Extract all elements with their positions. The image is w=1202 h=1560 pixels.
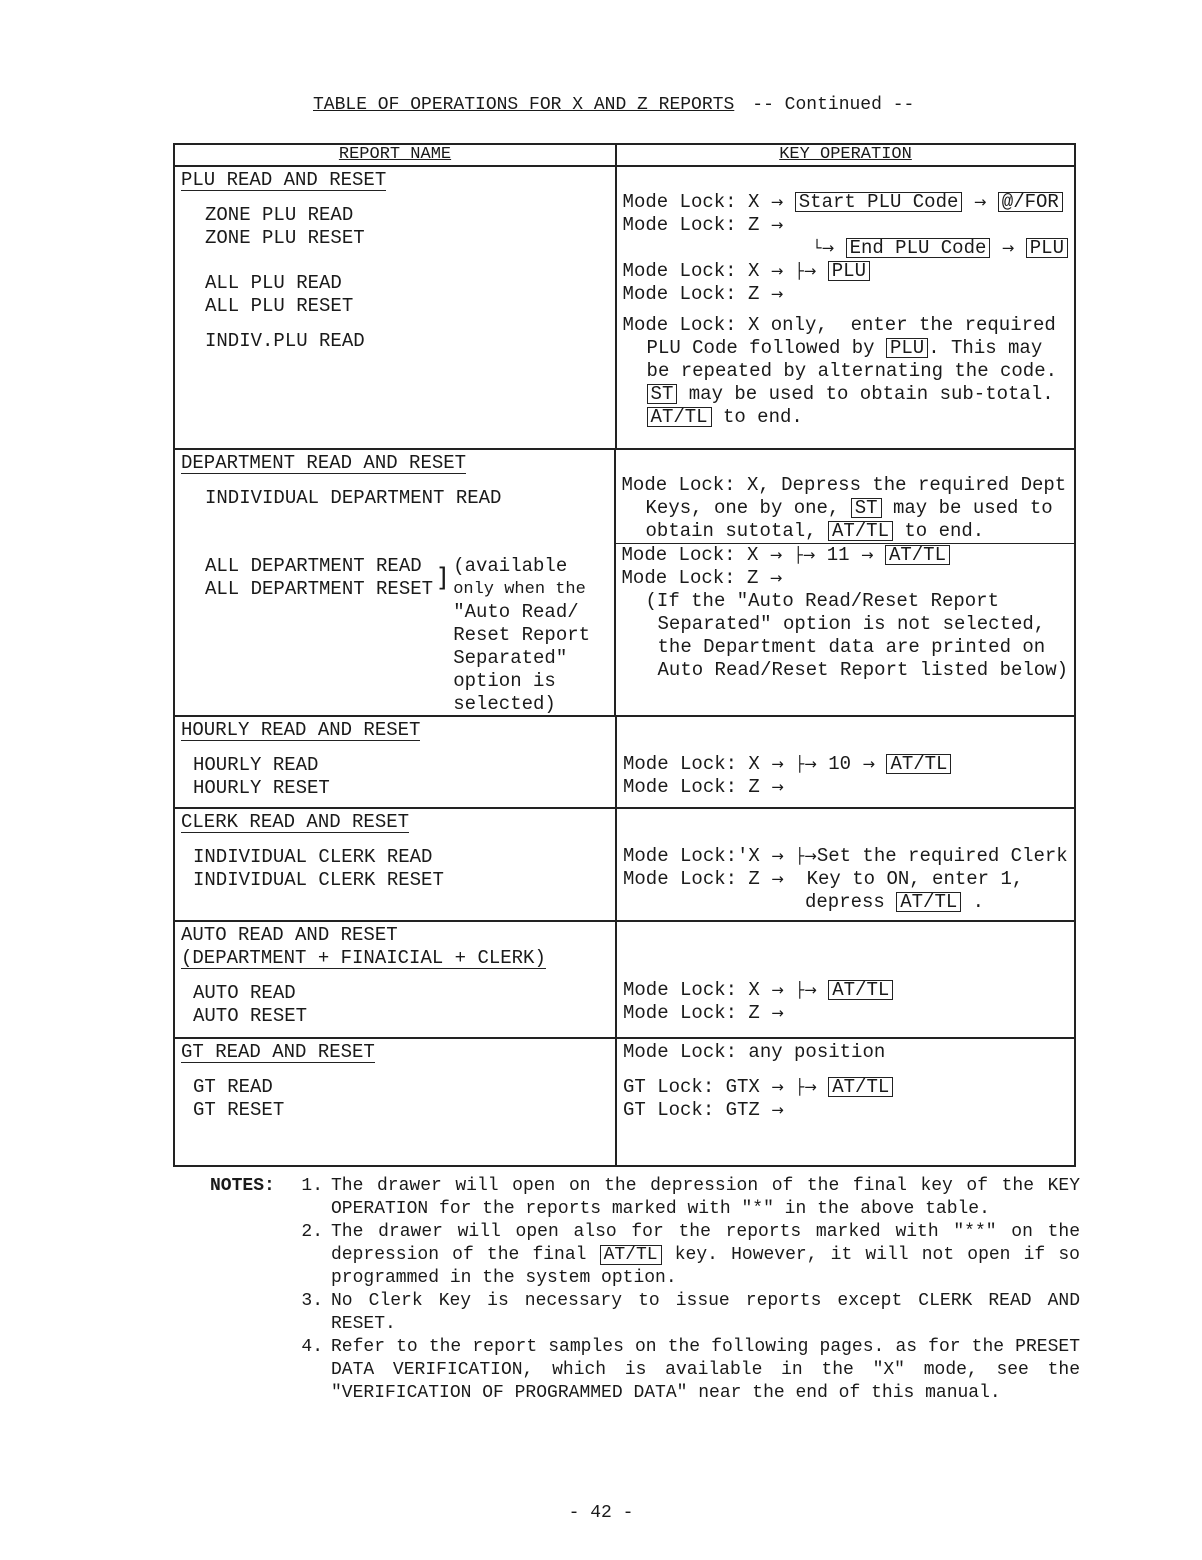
plu-key: PLU (886, 338, 928, 358)
page-number: - 42 - (568, 1503, 634, 1523)
attl-key: AT/TL (886, 754, 951, 774)
st-key: ST (851, 498, 882, 518)
arrow-icon: → (770, 216, 784, 234)
table-row-hourly (175, 715, 1074, 807)
arrow-icon: → (771, 755, 784, 773)
auto-reset: AUTO RESET (193, 1005, 308, 1027)
arrow-icon: → (862, 755, 876, 773)
merge-arrow-icon: ├→ (793, 546, 816, 564)
attl-key: AT/TL (600, 1245, 662, 1265)
auto-operation-cell: Mode Lock: X → ├→ AT/TL Mode Lock: Z → (617, 922, 1074, 1037)
dept-operation-cell: Mode Lock: X, Depress the required Dept Keys, one by one, ST may be used to obtain sutotal, AT/TL to end. Mode Lock: X → ├→ 11 → AT/TL Mode Lock: Z → (If the "Auto Read/Reset Report Separated" option is not selected, the Department data are printed on Auto Read/Reset Report listed below) (616, 450, 1074, 715)
auto-subtitle: (DEPARTMENT + FINAICIAL + CLERK) (181, 947, 546, 969)
arrow-icon: → (769, 546, 783, 564)
indiv-clerk-reset: INDIVIDUAL CLERK RESET (193, 869, 444, 891)
merge-arrow-icon: ├→ (795, 1078, 817, 1096)
plu-operation-cell: Mode Lock: X → Start PLU Code → @/FOR Mode Lock: Z → └→ End PLU Code → PLU Mode Lock: X → ├→ PLU Mode Lock: Z → Mode Lock: X only, enter the required PLU Code followed by PLU . This may be repeated by alternating the code. ST may be used to obtain sub-total. AT/TL to end. (617, 167, 1074, 448)
note-1: NOTES: 1. The drawer will open on the depression of the final key of the KEY OPERATION for the reports marked with "*" in the above table. (210, 1176, 1080, 1219)
header-key-operation: KEY OPERATION (779, 145, 912, 164)
arrow-icon: → (860, 546, 874, 564)
auto-read: AUTO READ (193, 982, 296, 1004)
attl-key: AT/TL (885, 545, 950, 565)
clerk-report-cell (175, 809, 617, 920)
arrow-icon: → (973, 193, 987, 211)
merge-arrow-icon: ├→ (794, 262, 817, 280)
all-plu-read: ALL PLU READ (205, 272, 342, 294)
plu-key: PLU (1026, 238, 1068, 258)
attl-key: AT/TL (896, 892, 961, 912)
arrow-icon: → (771, 1101, 784, 1119)
arrow-icon: → (771, 778, 784, 796)
dept-report-cell (175, 450, 616, 715)
merge-arrow-icon: ├→ (795, 755, 817, 773)
availability-note: (available only when the "Auto Read/ Reset Report Separated" option is selected) (453, 555, 591, 715)
note-2: 2. The drawer will open also for the reports marked with "**" on the depression of the final AT/TL key. However, it will not open if so programmed in the system option. (301, 1222, 1080, 1288)
table-row-auto (175, 920, 1074, 1037)
section-title-hourly: HOURLY READ AND RESET (181, 719, 421, 741)
bracket-icon: ] (437, 563, 448, 593)
attl-key: AT/TL (828, 980, 893, 1000)
title-main: TABLE OF OPERATIONS FOR X AND Z REPORTS (313, 95, 735, 115)
merge-arrow-icon: ├→ (795, 847, 817, 865)
zone-plu-reset: ZONE PLU RESET (205, 227, 365, 249)
operations-table (173, 143, 1076, 1167)
end-plu-code-box: End PLU Code (846, 238, 991, 258)
section-title-plu: PLU READ AND RESET (181, 169, 387, 191)
plu-report-cell (175, 167, 617, 448)
indiv-plu-read: INDIV.PLU READ (205, 330, 365, 352)
table-row-department (175, 448, 1074, 715)
all-plu-reset: ALL PLU RESET (205, 295, 354, 317)
table-row-plu (175, 165, 1074, 448)
table-header-row (175, 145, 1074, 165)
for-key: @/FOR (998, 192, 1063, 212)
auto-report-cell (175, 922, 617, 1037)
arrow-icon: → (769, 569, 783, 587)
attl-key: AT/TL (647, 407, 712, 427)
arrow-icon: → (771, 847, 784, 865)
note-3: 3. No Clerk Key is necessary to issue reports except CLERK READ AND RESET. (301, 1291, 1080, 1334)
plu-key: PLU (828, 261, 870, 281)
all-dept-read: ALL DEPARTMENT READ (205, 555, 422, 577)
gt-mode-any: Mode Lock: any position (623, 1041, 886, 1063)
zone-plu-read: ZONE PLU READ (205, 204, 354, 226)
indiv-plu-op-line-1: Mode Lock: X only, enter the required (622, 314, 1056, 336)
attl-key: AT/TL (828, 1077, 893, 1097)
arrow-icon: → (770, 262, 784, 280)
gt-reset: GT RESET (193, 1099, 285, 1121)
hourly-report-cell (175, 717, 617, 807)
indiv-dept-read: INDIVIDUAL DEPARTMENT READ (205, 487, 502, 509)
arrow-icon: → (771, 1078, 784, 1096)
notes-section (210, 1175, 1080, 1405)
gt-operation-cell: Mode Lock: any position GT Lock: GTX → ├→ AT/TL GT Lock: GTZ → (617, 1039, 1074, 1165)
attl-key: AT/TL (828, 521, 893, 541)
header-report-name: REPORT NAME (175, 145, 617, 165)
all-dept-reset: ALL DEPARTMENT RESET (205, 578, 434, 600)
arrow-icon: → (771, 870, 784, 888)
note-4: 4. Refer to the report samples on the following pages. as for the PRESET DATA VERIFICATION, which is available in the "X" mode, see the "VERIFICATION OF PROGRAMMED DATA" near the end of this manual. (301, 1337, 1080, 1403)
indiv-clerk-read: INDIVIDUAL CLERK READ (193, 846, 433, 868)
page-title (313, 95, 914, 115)
arrow-icon: → (771, 981, 784, 999)
st-key: ST (647, 384, 678, 404)
hourly-read: HOURLY READ (193, 754, 319, 776)
start-plu-code-box: Start PLU Code (795, 192, 963, 212)
notes-label: NOTES: (210, 1176, 275, 1196)
hourly-operation-cell: Mode Lock: X → ├→ 10 → AT/TL Mode Lock: Z → (617, 717, 1074, 807)
section-title-auto: AUTO READ AND RESET (181, 924, 398, 946)
table-row-clerk (175, 807, 1074, 920)
merge-arrow-icon: ├→ (795, 981, 817, 999)
clerk-operation-cell: Mode Lock:'X → ├→Set the required Clerk Mode Lock: Z → Key to ON, enter 1, depress AT/TL . (623, 845, 1068, 913)
branch-arrow-icon: └→ (812, 239, 835, 257)
section-title-clerk: CLERK READ AND RESET (181, 811, 410, 833)
hourly-reset: HOURLY RESET (193, 777, 330, 799)
arrow-icon: → (770, 193, 784, 211)
arrow-icon: → (771, 1004, 784, 1022)
gt-read: GT READ (193, 1076, 273, 1098)
section-title-department: DEPARTMENT READ AND RESET (181, 452, 467, 474)
gt-report-cell (175, 1039, 617, 1165)
arrow-icon: → (770, 285, 784, 303)
section-title-gt: GT READ AND RESET (181, 1041, 375, 1063)
table-row-gt (175, 1037, 1074, 1165)
title-continued: -- Continued -- (752, 95, 915, 115)
arrow-icon: → (1001, 239, 1015, 257)
